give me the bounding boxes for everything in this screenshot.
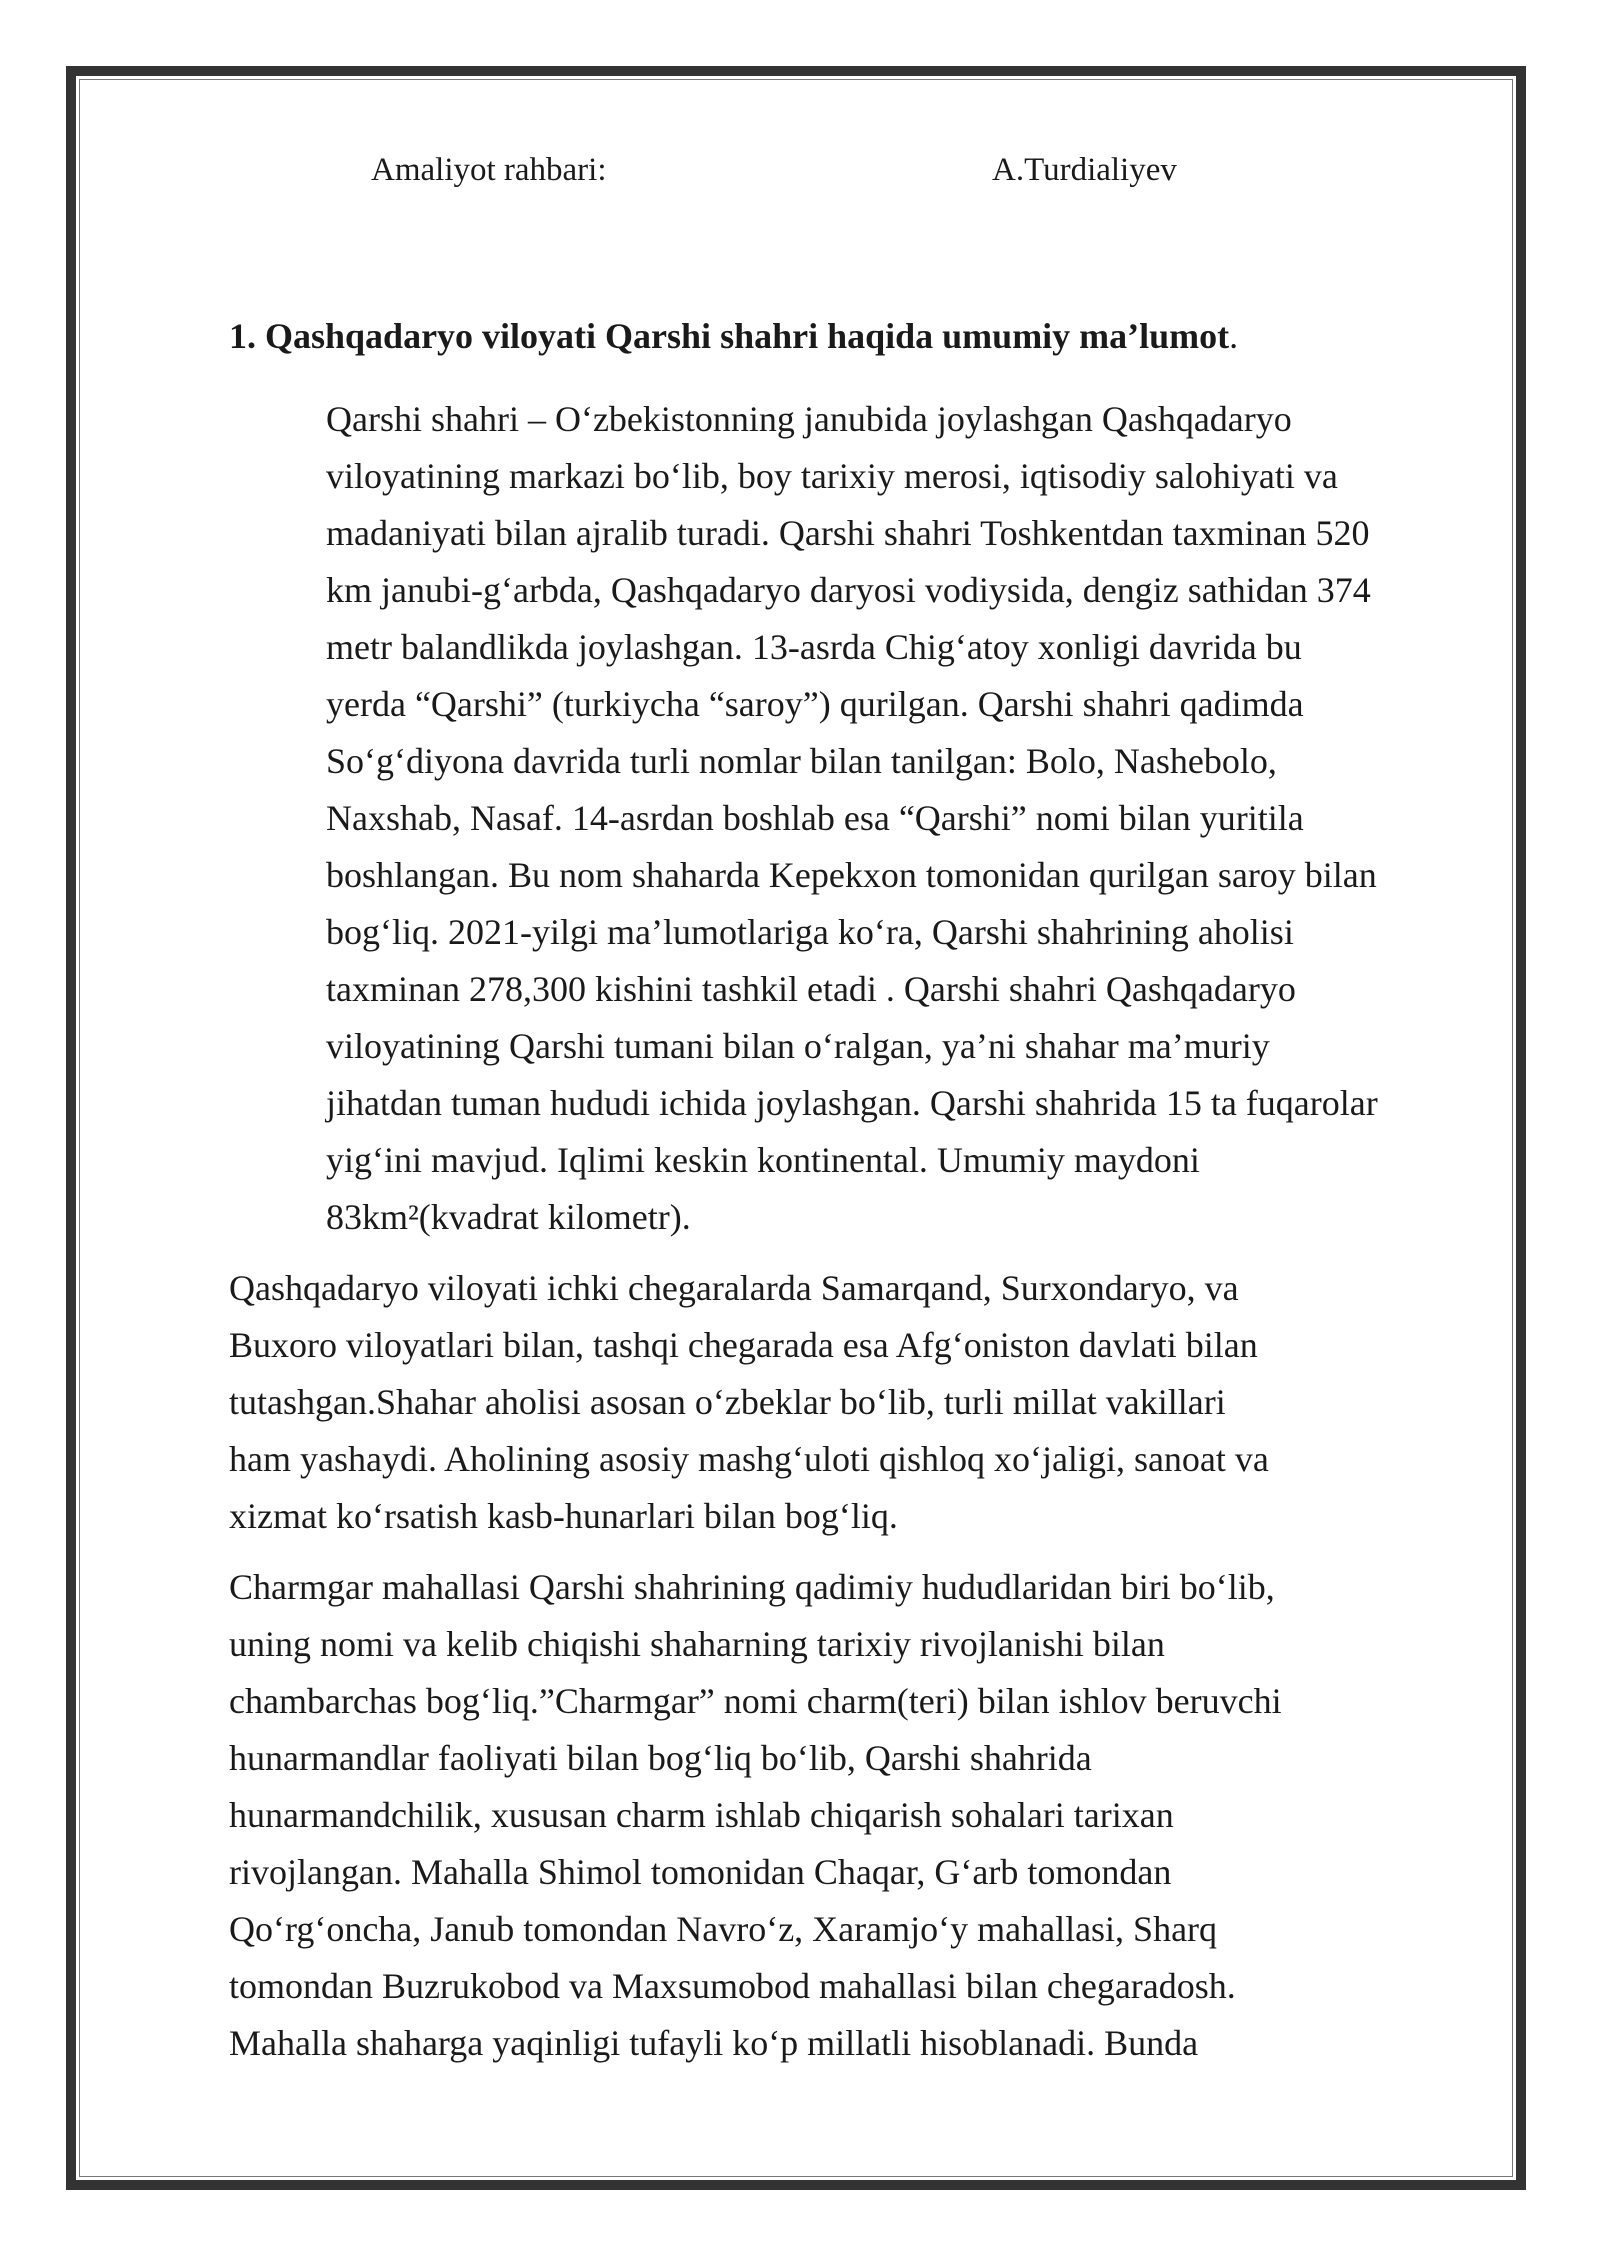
supervisor-label: Amaliyot rahbari: (371, 152, 607, 188)
paragraph-qarshi-overview (229, 391, 1489, 1246)
paragraph-line: Qarshi shahri – O‘zbekistonning janubida joylashgan Qashqadaryo (326, 399, 1292, 439)
paragraph-line: taxminan 278,300 kishini tashkil etadi . Qarshi shahri Qashqadaryo (326, 969, 1296, 1009)
paragraph-line: metr balandlikda joylashgan. 13-asrda Chig‘atoy xonligi davrida bu (326, 627, 1302, 667)
section-heading-period: . (1229, 316, 1239, 356)
paragraph-line: Naxshab, Nasaf. 14-asrdan boshlab esa “Qarshi” nomi bilan yuritila (326, 798, 1304, 838)
paragraph-line: ham yashaydi. Aholining asosiy mashg‘uloti qishloq xo‘jaligi, sanoat va (229, 1439, 1269, 1479)
paragraph-charmgar-mahalla (229, 1559, 1489, 2072)
paragraph-line: 83km²(kvadrat kilometr). (326, 1197, 691, 1237)
section-heading-text: 1. Qashqadaryo viloyati Qarshi shahri haqida umumiy ma’lumot (229, 316, 1230, 356)
supervisor-line (229, 150, 1489, 190)
paragraph-line: km janubi-g‘arbda, Qashqadaryo daryosi vodiysida, dengiz sathidan 374 (326, 570, 1371, 610)
paragraph-line: viloyatining Qarshi tumani bilan o‘ralgan, ya’ni shahar ma’muriy (326, 1026, 1270, 1066)
paragraph-line: uning nomi va kelib chiqishi shaharning tarixiy rivojlanishi bilan (229, 1624, 1165, 1664)
paragraph-region-borders (229, 1260, 1489, 1545)
section-heading (229, 190, 1489, 358)
paragraph-line: hunarmandlar faoliyati bilan bog‘liq bo‘lib, Qarshi shahrida (229, 1738, 1092, 1778)
paragraph-line: madaniyati bilan ajralib turadi. Qarshi shahri Toshkentdan taxminan 520 (326, 513, 1370, 553)
paragraph-line: xizmat ko‘rsatish kasb-hunarlari bilan bog‘liq. (229, 1496, 898, 1536)
supervisor-name: A.Turdialiyev (992, 152, 1177, 188)
paragraph-line: yig‘ini mavjud. Iqlimi keskin kontinental. Umumiy maydoni (326, 1140, 1200, 1180)
paragraph-line: So‘g‘diyona davrida turli nomlar bilan tanilgan: Bolo, Nashebolo, (326, 741, 1277, 781)
paragraph-line: tutashgan.Shahar aholisi asosan o‘zbeklar bo‘lib, turli millat vakillari (229, 1382, 1226, 1422)
paragraph-line: yerda “Qarshi” (turkiycha “saroy”) qurilgan. Qarshi shahri qadimda (326, 684, 1304, 724)
paragraph-line: Mahalla shaharga yaqinligi tufayli ko‘p millatli hisoblanadi. Bunda (229, 2023, 1199, 2063)
paragraph-line: Buxoro viloyatlari bilan, tashqi chegarada esa Afg‘oniston davlati bilan (229, 1325, 1258, 1365)
paragraph-line: tomondan Buzrukobod va Maxsumobod mahallasi bilan chegaradosh. (229, 1966, 1236, 2006)
paragraph-line: hunarmandchilik, xususan charm ishlab chiqarish sohalari tarixan (229, 1795, 1174, 1835)
paragraph-line: rivojlangan. Mahalla Shimol tomonidan Chaqar, G‘arb tomondan (229, 1852, 1172, 1892)
paragraph-line: Qashqadaryo viloyati ichki chegaralarda Samarqand, Surxondaryo, va (229, 1268, 1239, 1308)
paragraph-line: boshlangan. Bu nom shaharda Kepekxon tomonidan qurilgan saroy bilan (326, 855, 1377, 895)
paragraph-line: chambarchas bog‘liq.”Charmgar” nomi charm(teri) bilan ishlov beruvchi (229, 1681, 1282, 1721)
document-page (229, 150, 1489, 2072)
paragraph-line: Charmgar mahallasi Qarshi shahrining qadimiy hududlaridan biri bo‘lib, (229, 1567, 1275, 1607)
paragraph-line: jihatdan tuman hududi ichida joylashgan. Qarshi shahrida 15 ta fuqarolar (326, 1083, 1378, 1123)
paragraph-line: viloyatining markazi bo‘lib, boy tarixiy merosi, iqtisodiy salohiyati va (326, 456, 1338, 496)
paragraph-line: bog‘liq. 2021-yilgi ma’lumotlariga ko‘ra, Qarshi shahrining aholisi (326, 912, 1294, 952)
paragraph-line: Qo‘rg‘oncha, Janub tomondan Navro‘z, Xaramjo‘y mahallasi, Sharq (229, 1909, 1218, 1949)
